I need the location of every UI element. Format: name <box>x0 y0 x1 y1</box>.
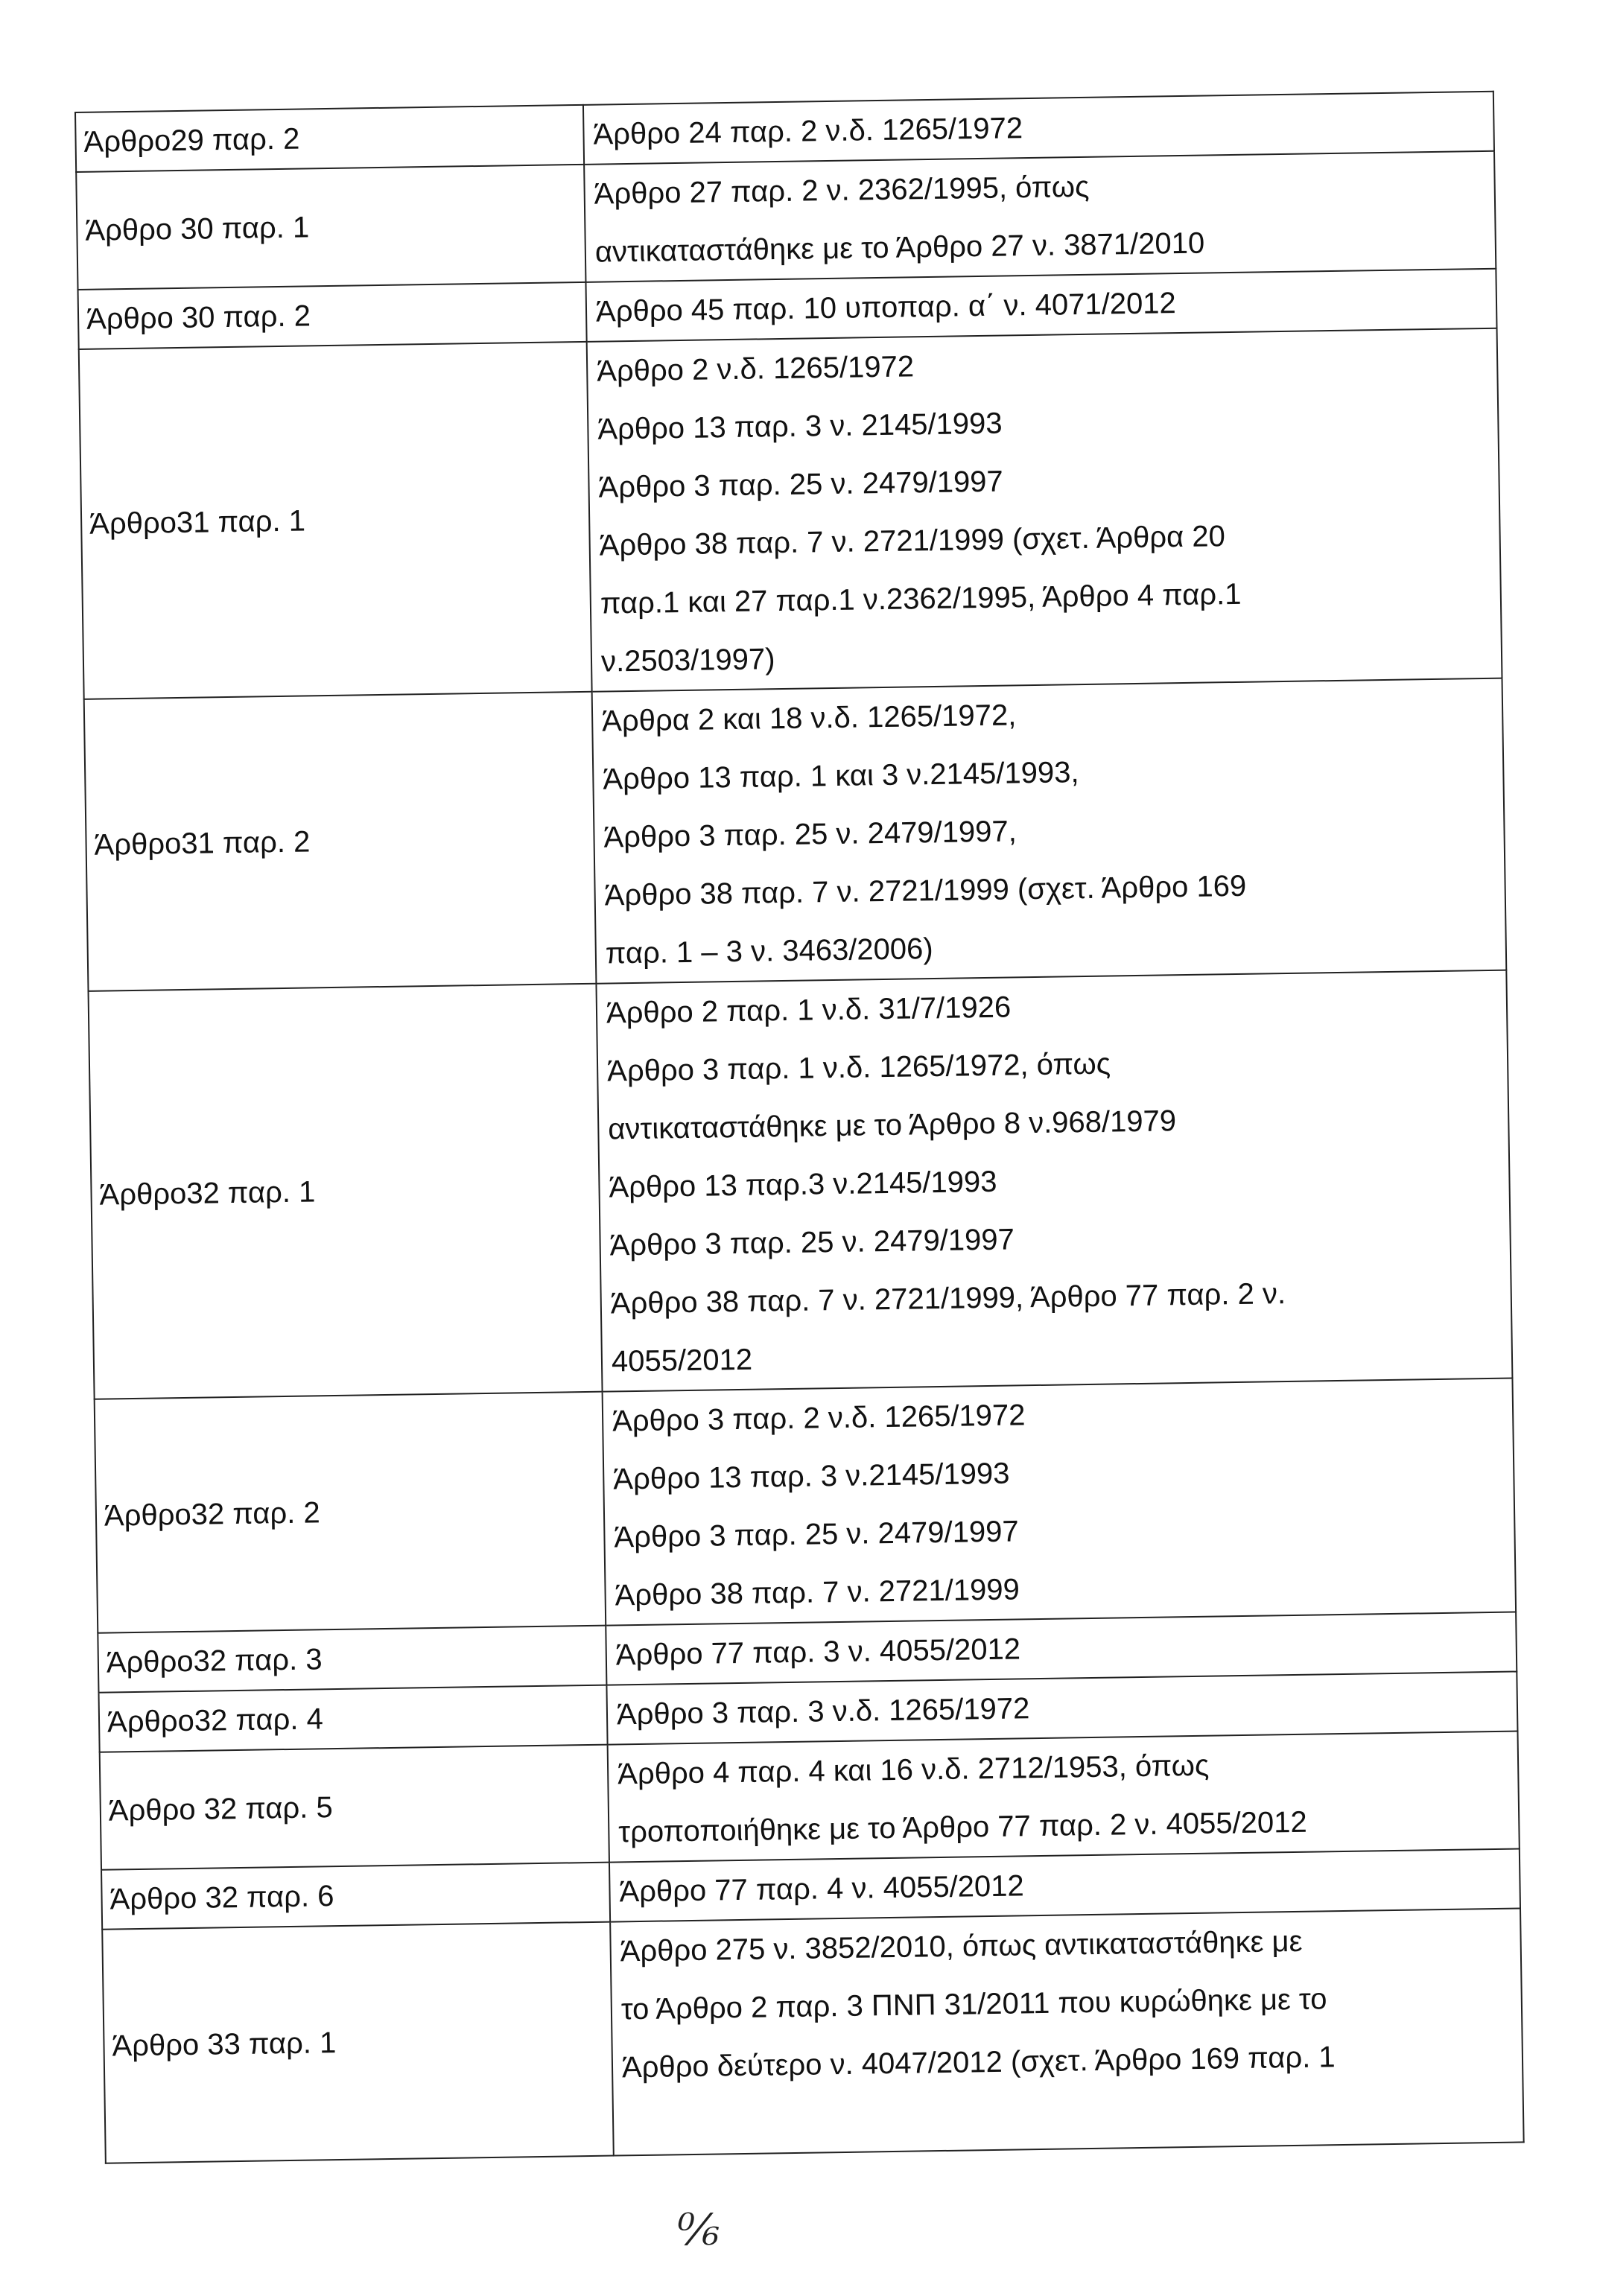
source-cell <box>584 151 1496 282</box>
article-cell <box>101 1863 610 1930</box>
source-cell <box>610 1908 1524 2155</box>
article-label: Άρθρο31 παρ. 1 <box>89 504 306 541</box>
source-line: παρ. 1 – 3 ν. 3463/2006) <box>605 932 933 970</box>
source-cell <box>608 1731 1520 1862</box>
correspondence-table <box>74 91 1525 2164</box>
source-line: αντικαταστάθηκε με το Άρθρο 27 ν. 3871/2010 <box>594 226 1205 269</box>
article-cell <box>98 1626 606 1693</box>
source-line: Άρθρο 13 παρ. 1 και 3 ν.2145/1993, <box>603 756 1079 796</box>
correspondence-table-wrapper <box>74 91 1520 2164</box>
article-cell <box>98 1685 607 1752</box>
article-cell <box>89 984 603 1399</box>
source-line: Άρθρο 2 παρ. 1 ν.δ. 31/7/1926 <box>606 990 1012 1030</box>
source-line: Άρθρο 3 παρ. 25 ν. 2479/1997 <box>614 1515 1019 1554</box>
article-cell <box>95 1392 606 1633</box>
source-line: ν.2503/1997) <box>600 643 775 678</box>
source-line: Άρθρο 13 παρ. 3 ν. 2145/1993 <box>597 407 1003 446</box>
article-label: Άρθρο32 παρ. 4 <box>107 1702 324 1739</box>
article-cell <box>84 692 597 991</box>
source-line: Άρθρο 13 παρ. 3 ν.2145/1993 <box>612 1457 1010 1496</box>
table-row <box>89 970 1513 1399</box>
article-label: Άρθρο 33 παρ. 1 <box>112 2026 337 2063</box>
source-line: Άρθρο 3 παρ. 25 ν. 2479/1997 <box>598 465 1004 504</box>
table-row <box>100 1731 1520 1869</box>
source-line: Άρθρο 24 παρ. 2 ν.δ. 1265/1972 <box>593 112 1023 151</box>
article-cell <box>100 1745 609 1870</box>
source-line: Άρθρο 77 παρ. 4 ν. 4055/2012 <box>619 1869 1025 1909</box>
source-line: Άρθρο 27 παρ. 2 ν. 2362/1995, όπως <box>594 170 1090 211</box>
article-label: Άρθρο 30 παρ. 1 <box>85 211 310 247</box>
source-cell <box>596 970 1512 1392</box>
source-cell <box>603 1378 1517 1626</box>
table-row <box>95 1378 1516 1633</box>
article-cell <box>79 342 592 699</box>
article-cell <box>78 282 587 349</box>
source-line: Άρθρο 3 παρ. 1 ν.δ. 1265/1972, όπως <box>606 1047 1111 1088</box>
article-label: Άρθρο32 παρ. 3 <box>106 1643 323 1679</box>
table-row <box>79 328 1502 699</box>
source-line: Άρθρο 13 παρ.3 ν.2145/1993 <box>609 1165 997 1204</box>
article-label: Άρθρο 32 παρ. 5 <box>108 1791 333 1828</box>
source-cell <box>592 678 1507 984</box>
source-line: Άρθρο 2 ν.δ. 1265/1972 <box>596 350 915 388</box>
source-line: το Άρθρο 2 παρ. 3 ΠΝΠ 31/2011 που κυρώθηκε με το <box>620 1982 1327 2026</box>
table-row <box>102 1908 1523 2163</box>
article-cell <box>102 1922 614 2163</box>
source-line: Άρθρα 2 και 18 ν.δ. 1265/1972, <box>601 699 1017 738</box>
source-line: Άρθρο 38 παρ. 7 ν. 2721/1999, Άρθρο 77 παρ. 2 ν. <box>610 1277 1286 1320</box>
article-cell <box>75 105 584 172</box>
table-row <box>84 678 1507 991</box>
article-label: Άρθρο 30 παρ. 2 <box>86 299 311 336</box>
article-label: Άρθρο32 παρ. 2 <box>104 1496 320 1533</box>
source-line: Άρθρο δεύτερο ν. 4047/2012 (σχετ. Άρθρο 169 παρ. 1 <box>621 2041 1336 2084</box>
source-line: Άρθρο 3 παρ. 3 ν.δ. 1265/1972 <box>616 1692 1030 1731</box>
article-label: Άρθρο 32 παρ. 6 <box>109 1880 334 1916</box>
source-line: Άρθρο 77 παρ. 3 ν. 4055/2012 <box>615 1632 1021 1672</box>
source-line: Άρθρο 4 παρ. 4 και 16 ν.δ. 2712/1953, όπως <box>617 1749 1210 1791</box>
page-mark: ⁰⁄₆ <box>678 2204 720 2255</box>
source-line: Άρθρο 3 παρ. 2 ν.δ. 1265/1972 <box>612 1399 1026 1438</box>
source-line: παρ.1 και 27 παρ.1 ν.2362/1995, Άρθρο 4 παρ.1 <box>600 577 1242 620</box>
source-line: τροποποιήθηκε με το Άρθρο 77 παρ. 2 ν. 4055/2012 <box>618 1805 1307 1849</box>
source-line: 4055/2012 <box>611 1343 753 1378</box>
source-line: αντικαταστάθηκε με το Άρθρο 8 ν.968/1979 <box>608 1104 1177 1146</box>
source-line: Άρθρο 275 ν. 3852/2010, όπως αντικαταστάθηκε με <box>620 1924 1303 1968</box>
source-line: Άρθρο 38 παρ. 7 ν. 2721/1999 <box>615 1573 1020 1612</box>
source-line: Άρθρο 45 παρ. 10 υποπαρ. α΄ ν. 4071/2012 <box>595 287 1177 328</box>
table-body <box>75 92 1524 2163</box>
article-cell <box>76 165 585 290</box>
source-line: Άρθρο 3 παρ. 25 ν. 2479/1997, <box>603 815 1017 854</box>
source-line: Άρθρο 3 παρ. 25 ν. 2479/1997 <box>609 1223 1015 1262</box>
source-line: Άρθρο 38 παρ. 7 ν. 2721/1999 (σχετ. Άρθρο 169 <box>604 869 1247 912</box>
table-row <box>76 151 1496 290</box>
article-label: Άρθρο29 παρ. 2 <box>83 122 300 159</box>
article-label: Άρθρο32 παρ. 1 <box>99 1175 316 1212</box>
article-label: Άρθρο31 παρ. 2 <box>94 825 311 862</box>
source-cell <box>587 328 1502 692</box>
source-line: Άρθρο 38 παρ. 7 ν. 2721/1999 (σχετ. Άρθρα 20 <box>599 520 1226 562</box>
